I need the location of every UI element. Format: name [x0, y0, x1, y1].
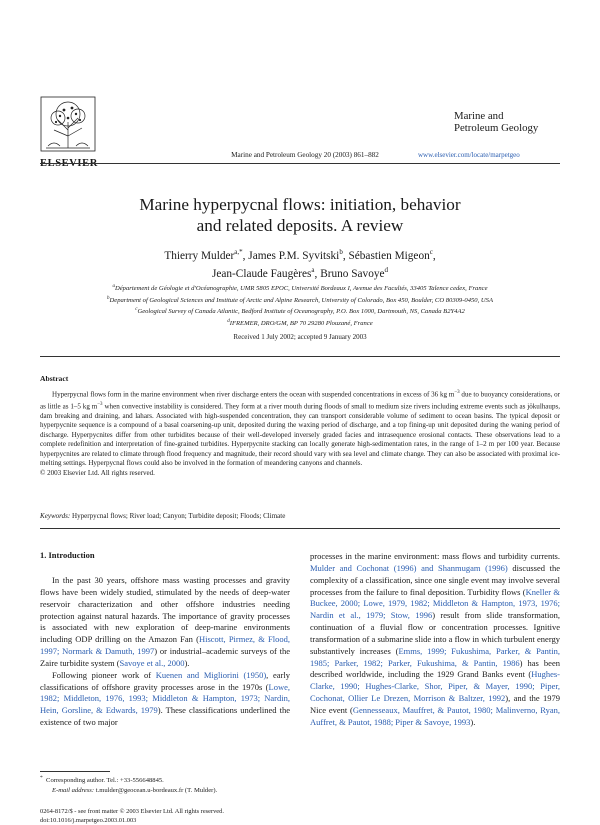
citation-link[interactable]: Emms, 1999; Fukushima, Parker, & Pantin, 1985; Parker, 1982; Parker, Fukushima, & Pantin, 1986	[310, 645, 561, 668]
affiliation-text: Geological Survey of Canada Atlantic, Bedford Institute of Oceanography, P.O. Box 1000, Dartmouth, NS, Canada B2Y4A2	[137, 308, 465, 316]
affiliation-text: Department of Geological Sciences and Institute of Arctic and Alpine Research, University of Colorado, Box 450, Boulder, CO 80309-0450, USA	[109, 296, 493, 304]
received-dates: Received 1 July 2002; accepted 9 January 2003	[233, 333, 367, 341]
abstract-bottom-divider	[40, 528, 560, 529]
intro-paragraph-3	[310, 551, 560, 729]
doi-line: doi:10.1016/j.marpetgeo.2003.01.003	[40, 817, 137, 825]
text-seg: ).	[470, 716, 476, 727]
abstract-exponent: −3	[97, 401, 103, 407]
section-heading-introduction: 1. Introduction	[40, 550, 95, 560]
affiliation-marker: b	[107, 295, 110, 301]
issn-line: 0264-8172/$ - see front matter © 2003 Elsevier Ltd. All rights reserved.	[40, 808, 224, 815]
citation-link[interactable]: Kuenen and Migliorini (1950)	[155, 669, 267, 680]
author-affiliation-marker: a	[311, 266, 315, 275]
abstract-text	[40, 388, 560, 478]
affiliation-marker: d	[227, 318, 230, 324]
citation-link[interactable]: Mulder and Cochonat (1996) and Shanmugam (1996)	[310, 562, 508, 573]
affiliation-text: Département de Géologie et d'Océanographie, UMR 5805 EPOC, Université Bordeaux I, Avenue des Facultés, 33405 Talence cedex, France	[114, 285, 488, 293]
journal-brand	[454, 110, 538, 134]
text-seg: Following pioneer work of	[52, 669, 156, 680]
text-seg: ) has been described worldwide, including the 1929 Grand Banks event (	[310, 657, 560, 680]
author-affiliation-marker: d	[384, 266, 389, 275]
affiliation-line	[40, 282, 560, 294]
affiliation-line	[40, 294, 560, 306]
abstract-copyright: © 2003 Elsevier Ltd. All rights reserved.	[40, 468, 155, 477]
author-separator: ,	[242, 249, 249, 262]
keywords	[40, 512, 560, 520]
citation-link[interactable]: Gennesseaux, Mauffret, & Pautot, 1980; Malinverno, Ryan, Auffret, & Pautot, 1988; Piper & Savoye, 1993	[310, 704, 560, 727]
journal-citation: Marine and Petroleum Geology 20 (2003) 861–882	[231, 151, 379, 159]
abstract-top-divider	[40, 356, 560, 357]
footnote-line-1	[40, 774, 290, 786]
publisher-name: ELSEVIER	[40, 158, 98, 169]
citation-link[interactable]: Savoye et al., 2000	[119, 657, 185, 668]
footnote-text: Corresponding author. Tel.: +33-556648845.	[46, 777, 164, 785]
right-column	[310, 551, 560, 729]
title-line-2: and related deposits. A review	[196, 216, 404, 235]
author-affiliation-marker: a,*	[234, 248, 243, 256]
text-seg: ) result from slide transformation, continuation of a fluvial flow or concentration processes. Ignitive transformation of a submarine slide into a flow in which turbulent energy substantively increases (	[310, 610, 560, 656]
footnote-marker: *	[40, 775, 43, 781]
abstract-exponent: −3	[454, 390, 460, 395]
affiliation-line	[40, 317, 560, 329]
footnote-divider	[40, 771, 110, 772]
author-name: Sébastien Migeon	[348, 249, 430, 262]
affiliation-marker: c	[135, 307, 138, 313]
citation-link[interactable]: Lowe, 1982; Middleton, 1976, 1993; Middleton & Hampton, 1973; Nardin, Hein, Gorsline, & Edwards, 1979	[40, 681, 290, 716]
abstract-seg: due to buoyancy considerations, or as little as 1–5 kg m	[40, 390, 561, 411]
intro-paragraph-2	[40, 670, 290, 729]
abstract-seg: Hyperpycnal flows form in the marine environment when river discharge enters the ocean with suspended concentrations in excess of 36 kg m	[52, 390, 455, 399]
affiliation-text: IFREMER, DRO/GM, BP 70 29280 Plouzané, France	[229, 319, 373, 327]
journal-brand-line2: Petroleum Geology	[454, 122, 539, 134]
publisher-logo	[40, 96, 102, 169]
text-seg: ). These classifications underlined the existence of two major	[40, 705, 291, 728]
text-seg: discussed the complexity of a classification, since one single event may involve several processes from the failure to final deposition. Turbidity flows (	[310, 562, 560, 597]
affiliation-marker: a	[112, 284, 115, 289]
title-line-1: Marine hyperpycnal flows: initiation, behavior	[139, 195, 461, 214]
text-seg: , early classifications of offshore gravity processes arose in the 1970s (	[40, 669, 290, 692]
author-separator: ,	[314, 268, 321, 281]
footnote-line-2	[40, 786, 290, 795]
footnote	[40, 774, 290, 795]
intro-paragraph-1	[40, 575, 290, 670]
author-affiliation-marker: c	[429, 248, 433, 256]
text-seg: ).	[184, 657, 190, 668]
author-name: James P.M. Syvitski	[248, 249, 340, 262]
keywords-label: Keywords:	[40, 512, 71, 520]
email-label: E-mail address:	[52, 786, 95, 794]
author-separator: ,	[432, 249, 436, 262]
author-name: Jean-Claude Faugères	[211, 268, 312, 281]
author-name: Bruno Savoye	[320, 268, 385, 281]
abstract-seg: when convective instability is considered. They form at a river mouth during floods of small to medium size rivers including extreme events such as jökulhaups, dam breaking and draining, and lahars. Associated with high-suspended concentration, they can transport considerable volume of sediment to ocean basins. The typical deposit or hyperpycnite sequence is a compound of a basal coarsening-up unit, deposited during the waxing period of discharge, and a top fining-up unit deposited during the waning period of discharge. Hyperpycnites differ from other turbidites because of their well-developed inversely graded facies and intrasequence erosional contacts. These observations lead to a complete redefinition and interpretation of fine-grained turbidites. Hyperpycnite stacking can locally generate high-sedimentation rates, in the range of 1–2 m per 100 year. Because hyperpycnites are related to climate through flood frequency and magnitude, their record should vary with sea level and climate change. They can also be associated with proximal ice-melting settings. Hyperpycnal flows could also be involved in the formation of meandering canyons and channels.	[40, 402, 560, 468]
copyright-footer	[40, 807, 340, 825]
keywords-list: Hyperpycnal flows; River load; Canyon; Turbidite deposit; Floods; Climate	[72, 512, 286, 520]
text-seg: ), and the 1979 Nice event (	[310, 693, 560, 715]
affiliations	[40, 282, 560, 328]
author-separator: ,	[342, 249, 349, 262]
author-name: Thierry Mulder	[164, 249, 235, 262]
authors-line-2	[60, 263, 540, 281]
abstract-heading: Abstract	[40, 374, 69, 383]
text-seg: processes in the marine environment: mass flows and turbidity currents.	[310, 551, 560, 561]
author-list	[60, 245, 540, 282]
text-seg: ) or industrial–academic surveys of the Zaire turbidite system (	[40, 646, 290, 668]
email-address: t.mulder@geocean.u-bordeaux.fr (T. Mulder).	[95, 786, 218, 794]
citation-link[interactable]: Kneller & Buckee, 2000; Lowe, 1979, 1982; Middleton & Hampton, 1973, 1976; Nardin et al., 1979; Stow, 1996	[310, 586, 560, 621]
author-affiliation-marker: b	[339, 248, 343, 256]
citation-link[interactable]: Hiscott, Pirmez, & Flood, 1997; Normark & Damuth, 1997	[40, 634, 290, 657]
left-column	[40, 575, 290, 729]
header-divider	[40, 163, 560, 164]
affiliation-line	[40, 305, 560, 317]
authors-line-1	[60, 245, 540, 263]
citation-link[interactable]: Hughes-Clarke, 1990; Hughes-Clarke, Shor, Piper, & Mayer, 1990; Piper, Cochonat, Ollier Le Drezen, Morrison & Baltzer, 1992	[310, 669, 560, 704]
article-title	[60, 194, 540, 236]
text-seg: In the past 30 years, offshore mass wasting processes and gravity flows have been widely studied, stimulated by the needs of deep-water reservoir characterization and other offshore industries needing protection against natural hazards. The importance of gravity processes is associated with new exploration of deep-marine environments including ODP drilling on the Amazon Fan (	[40, 575, 290, 645]
journal-url-link[interactable]: www.elsevier.com/locate/marpetgeo	[418, 151, 520, 159]
journal-brand-line1: Marine and	[454, 110, 504, 122]
elsevier-tree-icon	[40, 96, 96, 152]
